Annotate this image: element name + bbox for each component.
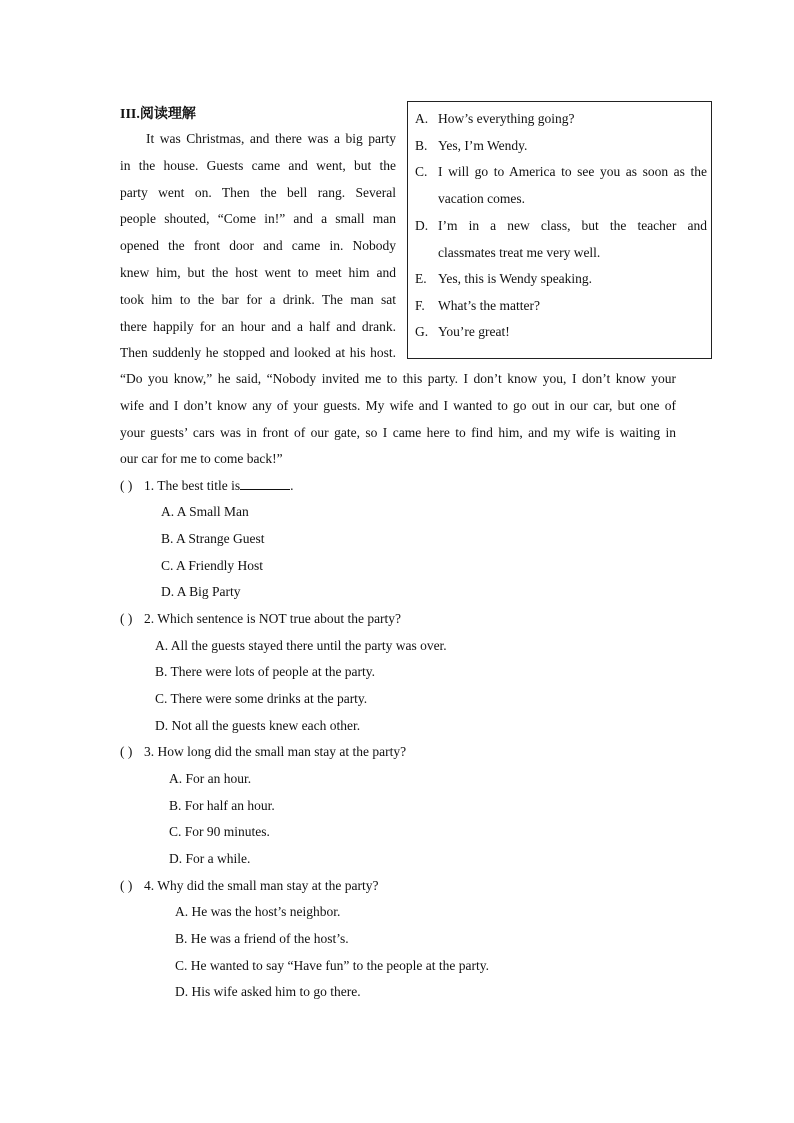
- answer-paren[interactable]: ( ): [120, 478, 133, 493]
- choice-2a: A. All the guests stayed there until the party was over.: [155, 638, 447, 653]
- choice-2c: C. There were some drinks at the party.: [155, 691, 368, 706]
- section-title: III.阅读理解: [120, 107, 196, 122]
- option-b: [415, 133, 707, 160]
- question-1: [120, 476, 294, 496]
- option-letter: D.: [415, 218, 429, 233]
- option-letter: F.: [415, 298, 425, 313]
- option-text: Yes, I’m Wendy.: [438, 138, 528, 153]
- option-f: [415, 293, 707, 320]
- choice-3c: C. For 90 minutes.: [169, 824, 270, 839]
- question-stem: 4. Why did the small man stay at the party?: [144, 878, 379, 893]
- passage-line: wife and I don’t know any of your guests. My wife and I wanted to go out in our car, but one of: [120, 397, 676, 413]
- choice-4b: B. He was a friend of the host’s.: [175, 931, 349, 946]
- passage-line: It was Christmas, and there was a big party: [146, 131, 396, 146]
- option-letter: G.: [415, 324, 429, 339]
- choice-1d: D. A Big Party: [161, 584, 241, 599]
- passage-line: people shouted, “Come in!” and a small man: [120, 211, 396, 227]
- passage-line: our car for me to come back!”: [120, 451, 283, 467]
- answer-paren[interactable]: ( ): [120, 611, 133, 626]
- passage-line: Then suddenly he stopped and looked at his host.: [120, 345, 396, 361]
- passage-continuation: [120, 366, 676, 473]
- choice-1c: C. A Friendly Host: [161, 558, 264, 573]
- answer-paren[interactable]: ( ): [120, 878, 133, 893]
- choice-3a: A. For an hour.: [169, 771, 252, 786]
- option-c: [415, 159, 707, 213]
- choice-2b: B. There were lots of people at the party.: [155, 664, 376, 679]
- question-3: [120, 742, 406, 762]
- question-stem: 1. The best title is: [144, 478, 241, 493]
- option-text: vacation comes.: [438, 190, 525, 206]
- question-stem: 3. How long did the small man stay at the party?: [144, 744, 407, 759]
- option-text: classmates treat me very well.: [438, 244, 601, 260]
- option-letter: B.: [415, 138, 428, 153]
- choice-1b: B. A Strange Guest: [161, 531, 265, 546]
- answer-blank[interactable]: [240, 477, 290, 490]
- option-text: I’m in a new class, but the teacher and: [438, 218, 707, 233]
- passage-line: your guests’ cars was in front of our gate, so I came here to find him, and my wife is waiting in: [120, 424, 676, 440]
- question-4: [120, 876, 378, 896]
- passage-line: in the house. Guests came and went, but the: [120, 157, 396, 173]
- option-a: [415, 106, 707, 133]
- option-text: I will go to America to see you as soon as the: [438, 164, 707, 179]
- choice-2d: D. Not all the guests knew each other.: [155, 718, 361, 733]
- option-e: [415, 266, 707, 293]
- choice-1a: A. A Small Man: [161, 504, 249, 519]
- passage-line: knew him, but the host went to meet him and: [120, 264, 396, 280]
- question-2: [120, 609, 401, 629]
- question-punct: .: [290, 478, 294, 493]
- option-letter: A.: [415, 111, 429, 126]
- option-letter: C.: [415, 164, 428, 179]
- passage-line: “Do you know,” he said, “Nobody invited me to this party. I don’t know you, I don’t know your: [120, 371, 676, 386]
- passage-line: there happily for an hour and a half and drank.: [120, 318, 396, 334]
- option-g: [415, 319, 707, 346]
- passage-line: party went on. Then the bell rang. Several: [120, 184, 396, 200]
- option-text: Yes, this is Wendy speaking.: [438, 271, 593, 286]
- option-text: How’s everything going?: [438, 111, 575, 126]
- choice-4a: A. He was the host’s neighbor.: [175, 904, 341, 919]
- option-letter: E.: [415, 271, 427, 286]
- options-box: [407, 101, 712, 359]
- passage-line: took him to the bar for a drink. The man sat: [120, 291, 396, 307]
- option-d: [415, 213, 707, 267]
- option-text: You’re great!: [438, 324, 510, 339]
- passage-paragraph: [120, 126, 396, 367]
- choice-3d: D. For a while.: [169, 851, 251, 866]
- choice-3b: B. For half an hour.: [169, 798, 275, 813]
- answer-paren[interactable]: ( ): [120, 744, 133, 759]
- question-stem: 2. Which sentence is NOT true about the party?: [144, 611, 402, 626]
- passage-line: opened the front door and came in. Nobody: [120, 238, 396, 254]
- option-text: What’s the matter?: [438, 298, 540, 313]
- choice-4d: D. His wife asked him to go there.: [175, 984, 361, 999]
- choice-4c: C. He wanted to say “Have fun” to the people at the party.: [175, 958, 490, 973]
